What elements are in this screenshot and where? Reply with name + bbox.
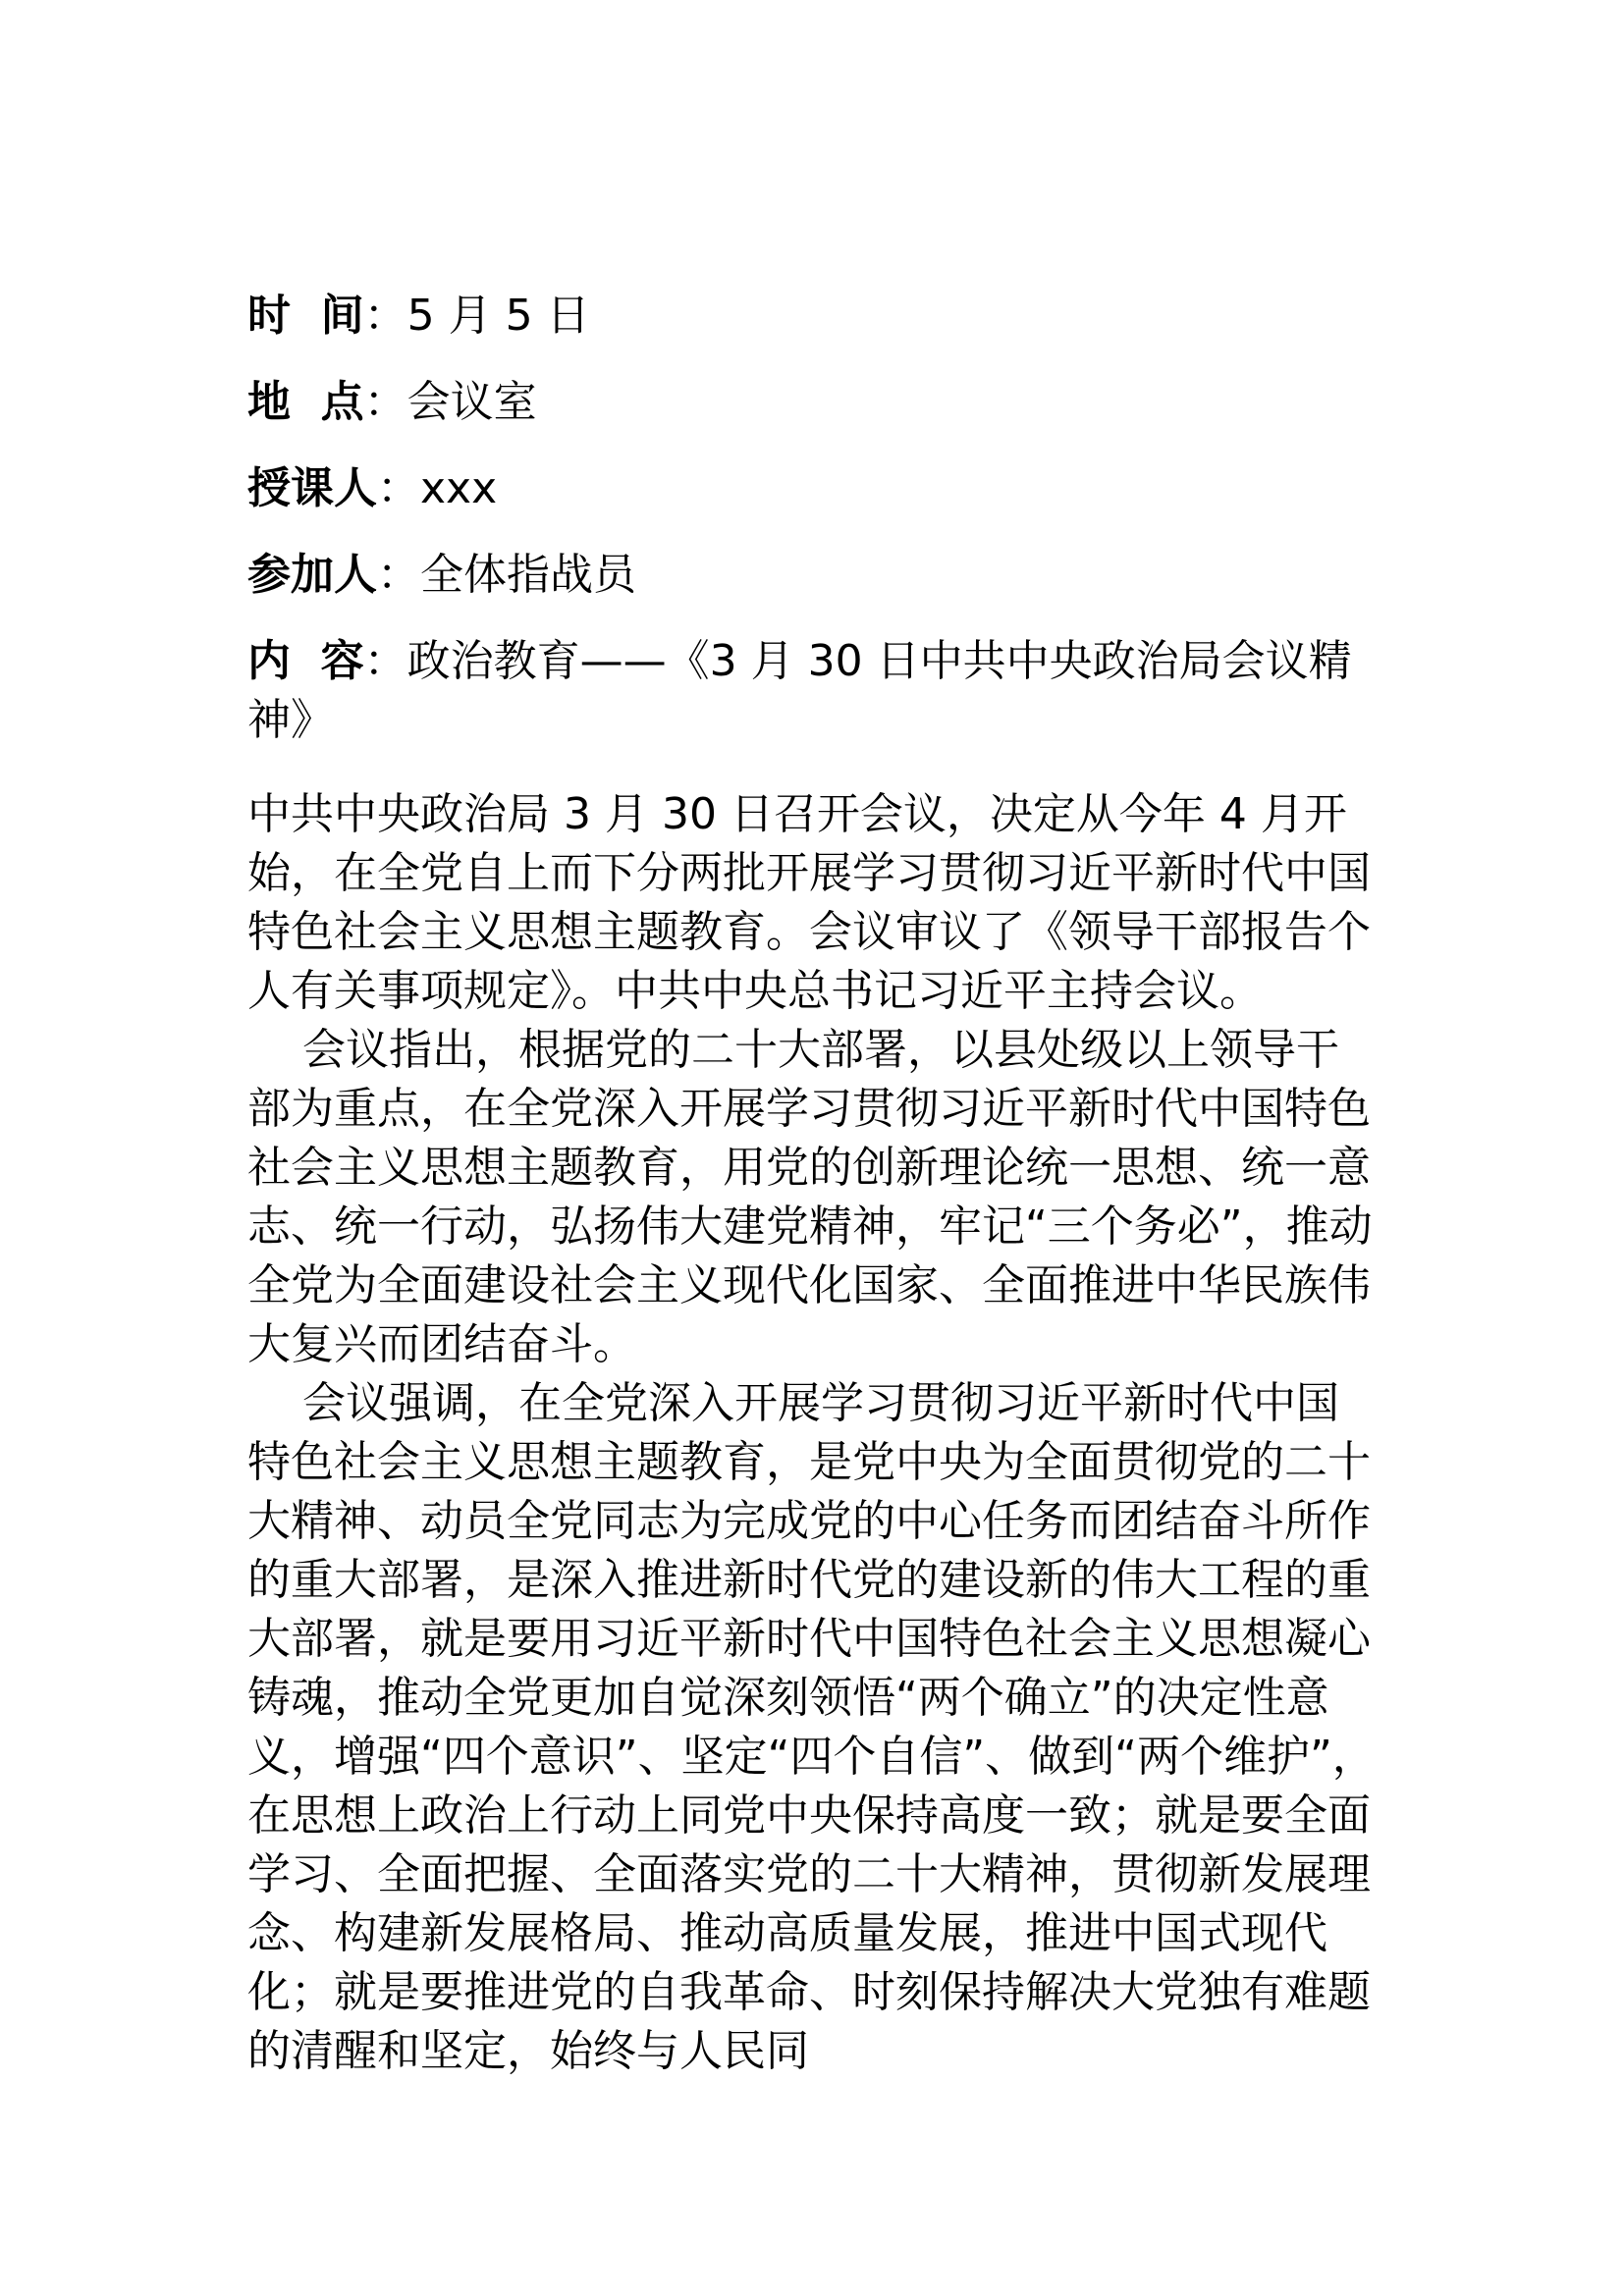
meta-lecturer-sep: ： [377,463,420,513]
meta-participants-sep: ： [377,550,420,600]
meta-participants-label: 参加人 [247,550,377,600]
meta-place-value: 会议室 [406,377,537,427]
meta-place [247,373,1377,432]
meta-participants [247,546,1377,605]
body-paragraph-3: 会议强调，在全党深入开展学习贯彻习近平新时代中国特色社会主义思想主题教育，是党中央为全面贯彻党的二十大精神、动员全党同志为完成党的中心任务而团结奋斗所作的重大部署，是深入推进新时代党的建设新的伟大工程的重大部署，就是要用习近平新时代中国特色社会主义思想凝心铸魂，推动全党更加自觉深刻领悟“两个确立”的决定性意义，增强“四个意识”、坚定“四个自信”、做到“两个维护”，在思想上政治上行动上同党中央保持高度一致；就是要全面学习、全面把握、全面落实党的二十大精神，贯彻新发展理念、构建新发展格局、推动高质量发展，推进中国式现代化；就是要推进党的自我革命、时刻保持解决大党独有难题的清醒和坚定，始终与人民同 [247,1378,1376,2076]
meta-time-label: 时 间 [247,291,364,341]
meta-content-value: 政治教育——《3 月 30 日中共中央政治局会议精神》 [247,636,1352,745]
document-page [247,287,1377,2081]
meta-content-label: 内 容 [247,636,364,686]
meta-place-sep: ： [363,377,407,427]
meta-content [247,632,1377,750]
meta-lecturer-label: 授课人 [247,463,377,513]
meta-lecturer-value: xxx [420,463,498,513]
meta-lecturer [247,459,1377,518]
meta-time-sep: ： [363,291,407,341]
meta-time-value: 5 月 5 日 [406,291,590,341]
body-paragraph-2: 会议指出，根据党的二十大部署，以县处级以上领导干部为重点，在全党深入开展学习贯彻习近平新时代中国特色社会主义思想主题教育，用党的创新理论统一思想、统一意志、统一行动，弘扬伟大建党精神，牢记“三个务必”，推动全党为全面建设社会主义现代化国家、全面推进中华民族伟大复兴而团结奋斗。 [247,1025,1373,1369]
meta-participants-value: 全体指战员 [420,550,636,600]
meta-content-sep: ： [363,636,407,686]
body-paragraph-1: 中共中央政治局 3 月 30 日召开会议，决定从今年 4 月开始，在全党自上而下分两批开展学习贯彻习近平新时代中国特色社会主义思想主题教育。会议审议了《领导干部报告个人有关事项规定》。中共中央总书记习近平主持会议。 [247,789,1371,1016]
meta-time [247,287,1377,346]
meta-place-label: 地 点 [247,377,364,427]
